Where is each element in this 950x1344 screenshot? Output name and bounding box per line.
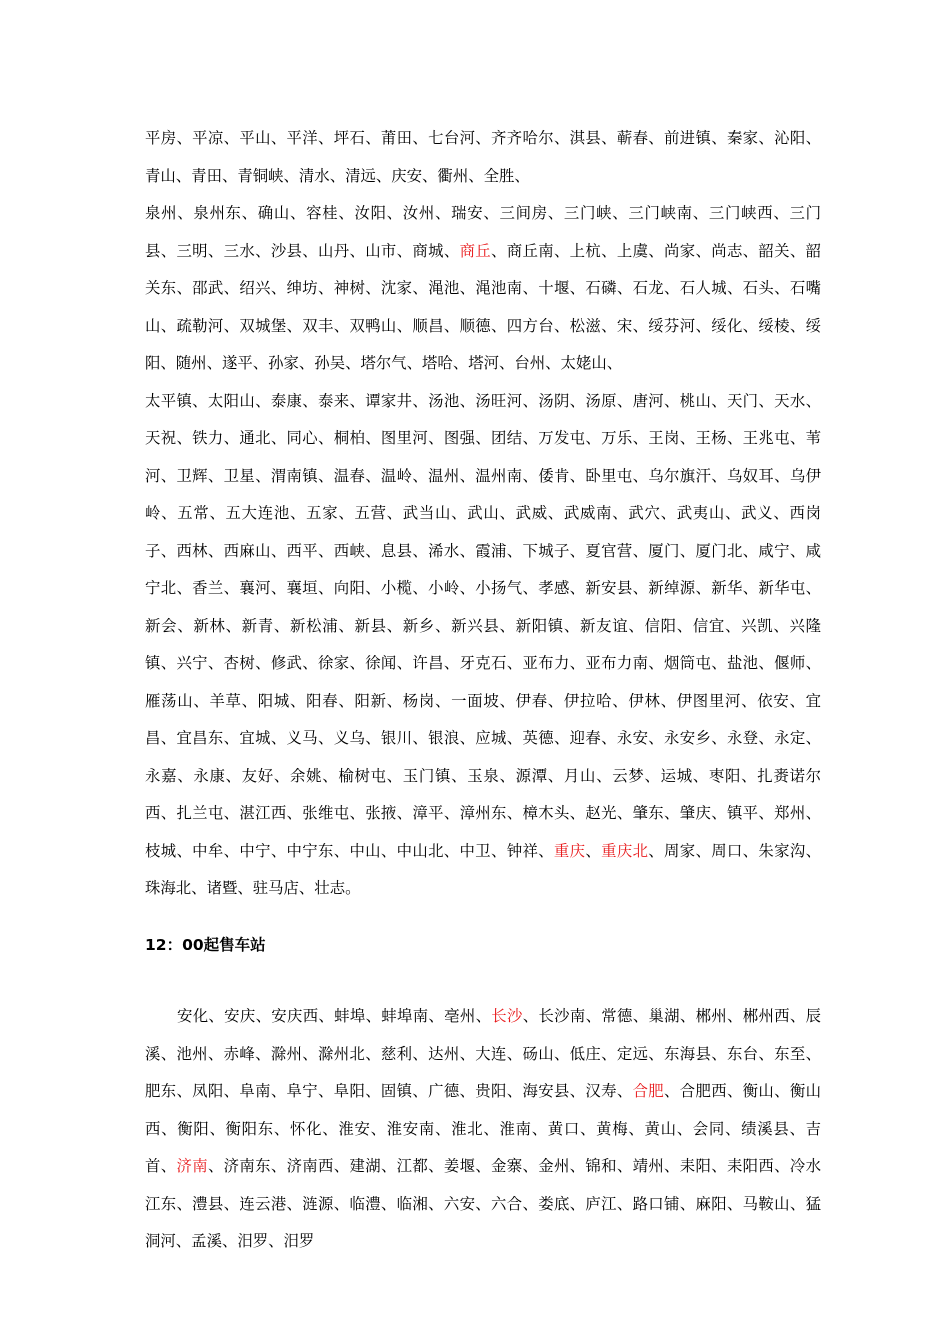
station-text: 太平镇、太阳山、泰康、泰来、谭家井、汤池、汤旺河、汤阴、汤原、唐河、桃山、天门、天水、天祝、铁力、通北、同心、桐柏、图里河、图强、团结、万发屯、万乐、王岗、王杨、王兆屯、苇河、卫辉、卫星、渭南镇、温春、温岭、温州、温州南、倭肯、卧里屯、乌尔旗汗、乌奴耳、乌伊岭、五常、五大连池、五家、五营、武当山、武山、武威、武威南、武穴、武夷山、武义、西岗子、西林、西麻山、西平、西峡、息县、浠水、霞浦、下城子、夏官营、厦门、厦门北、咸宁、咸宁北、香兰、襄河、襄垣、向阳、小榄、小岭、小扬气、孝感、新安县、新绰源、新华、新华屯、新会、新林、新青、新松浦、新县、新乡、新兴县、新阳镇、新友谊、信阳、信宜、兴凯、兴隆镇、兴宁、杏树、修武、徐家、徐闻、许昌、牙克石、亚布力、亚布力南、烟筒屯、盐池、偃师、雁荡山、羊草、阳城、阳春、阳新、杨岗、一面坡、伊春、伊拉哈、伊林、伊图里河、依安、宜昌、宜昌东、宜城、义马、义乌、银川、银浪、应城、英德、迎春、永安、永安乡、永登、永定、永嘉、永康、友好、余姚、榆树屯、玉门镇、玉泉、源潭、月山、云梦、运城、枣阳、扎赉诺尔西、扎兰屯、湛江西、张维屯、张掖、漳平、漳州东、樟木头、赵光、肇东、肇庆、镇平、郑州、枝城、中牟、中宁、中宁东、中山、中山北、中卫、钟祥、	[145, 391, 821, 860]
station-paragraph	[145, 998, 821, 1261]
highlighted-station: 长沙	[491, 1007, 523, 1025]
station-text: 泉州、泉州东、确山、容桂、汝阳、汝州、瑞安、三间房、三门峡、三门峡南、三门峡西、三门县、三明、三水、沙县、山丹、山市、商城、	[145, 204, 821, 260]
station-list-section-b	[145, 998, 821, 1261]
station-text: 、商丘南、上杭、上虞、尚家、尚志、韶关、韶关东、邵武、绍兴、绅坊、神树、沈家、渑池、渑池南、十堰、石磷、石龙、石人城、石头、石嘴山、疏勒河、双城堡、双丰、双鸭山、顺昌、顺德、四方台、松滋、宋、绥芬河、绥化、绥棱、绥阳、随州、遂平、孙家、孙吴、塔尔气、塔哈、塔河、台州、太姥山、	[145, 241, 821, 372]
station-text: 、合肥西、衡山、衡山西、衡阳、衡阳东、怀化、淮安、淮安南、淮北、淮南、黄口、黄梅、黄山、会同、绩溪县、吉首、	[145, 1082, 821, 1175]
highlighted-station: 重庆	[553, 841, 586, 860]
station-text: 平房、平凉、平山、平洋、坪石、莆田、七台河、齐齐哈尔、淇县、蕲春、前进镇、秦家、沁阳、青山、青田、青铜峡、清水、清远、庆安、衢州、全胜、	[145, 129, 821, 185]
station-paragraph	[145, 195, 821, 383]
highlighted-station: 商丘	[459, 241, 492, 260]
section-heading: 12：00起售车站	[145, 936, 266, 954]
highlighted-station: 济南	[176, 1157, 208, 1175]
station-paragraph	[145, 383, 821, 908]
highlighted-station: 合肥	[632, 1082, 665, 1100]
station-text: 安化、安庆、安庆西、蚌埠、蚌埠南、亳州、	[177, 1007, 492, 1025]
highlighted-station: 重庆北	[601, 841, 649, 860]
station-text: 、济南东、济南西、建湖、江都、姜堰、金寨、金州、锦和、靖州、耒阳、耒阳西、冷水江东、澧县、连云港、涟源、临澧、临湘、六安、六合、娄底、庐江、路口铺、麻阳、马鞍山、猛洞河、孟溪、汨罗、汨罗	[145, 1157, 821, 1250]
station-text: 、长沙南、常德、巢湖、郴州、郴州西、辰溪、池州、赤峰、滁州、滁州北、慈利、达州、大连、砀山、低庄、定远、东海县、东台、东至、肥东、凤阳、阜南、阜宁、阜阳、固镇、广德、贵阳、海安县、汉寿、	[145, 1007, 821, 1100]
station-text: 、	[585, 841, 602, 860]
station-list-section-a	[145, 120, 821, 908]
station-text: 、周家、周口、朱家沟、珠海北、诸暨、驻马店、壮志。	[145, 841, 821, 897]
station-paragraph	[145, 120, 821, 195]
